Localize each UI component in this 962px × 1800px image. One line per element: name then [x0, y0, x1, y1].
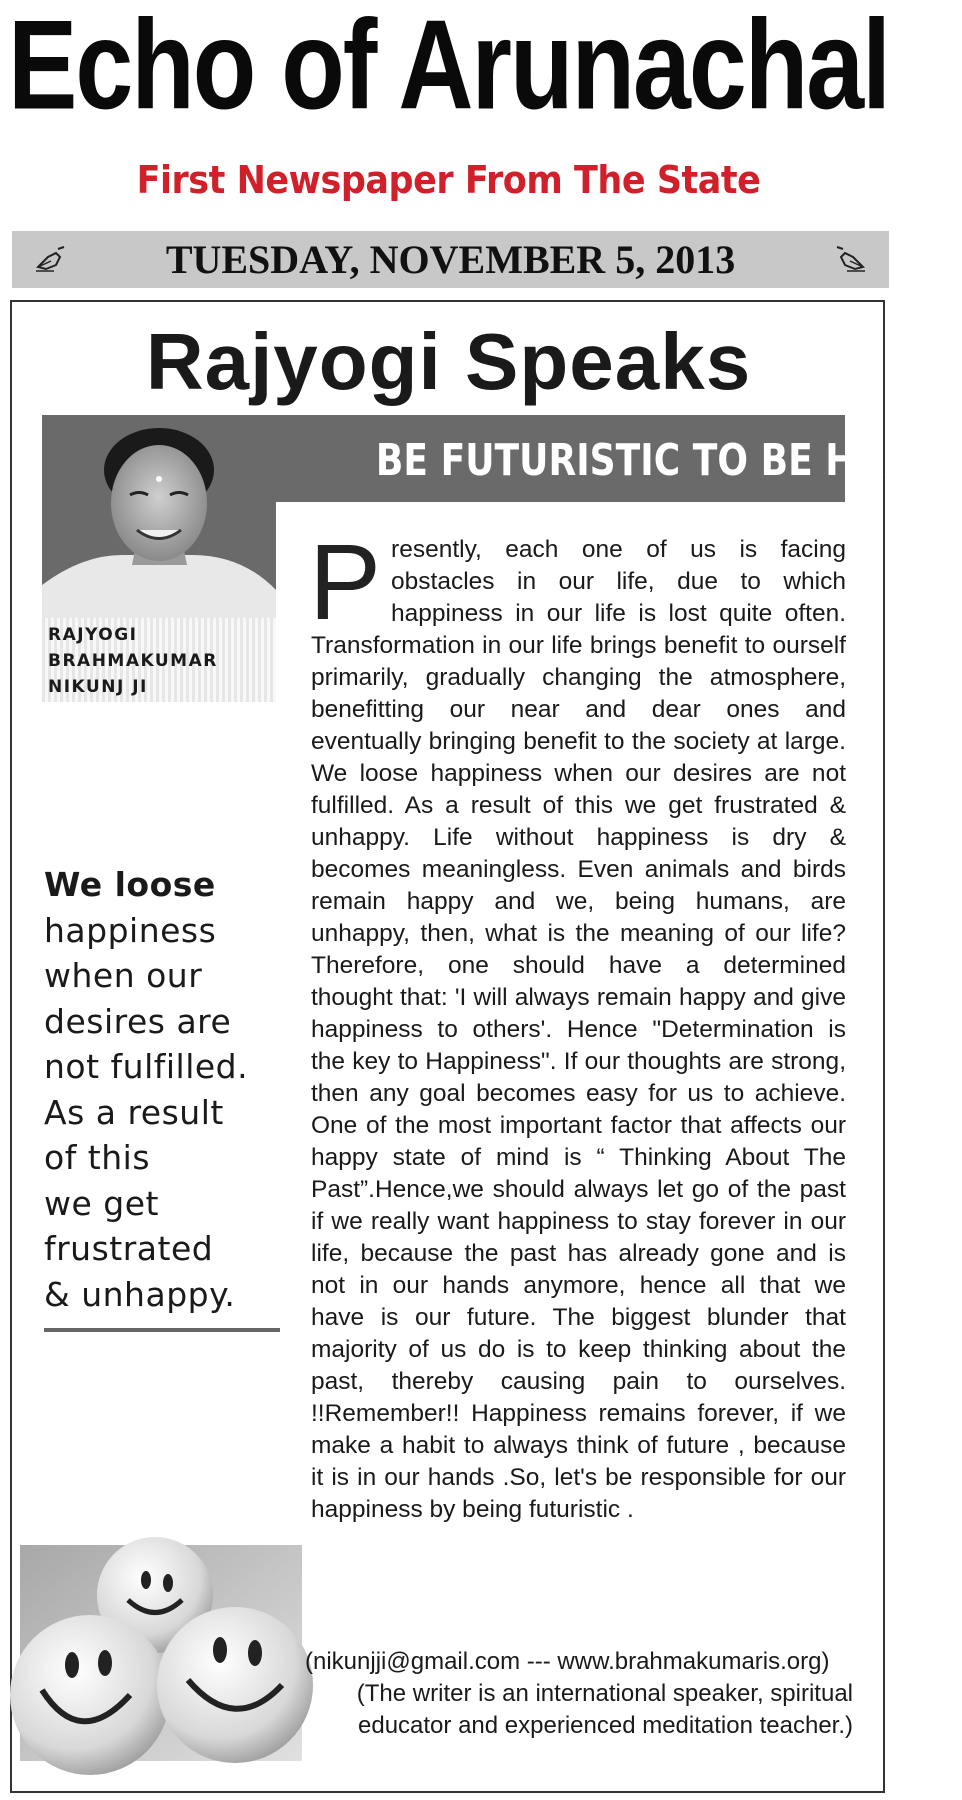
pull-quote-line: not fulfilled. [44, 1047, 249, 1086]
dateline-bar [12, 231, 889, 288]
drop-cap: P [309, 521, 382, 642]
pull-quote [44, 862, 284, 1317]
byline-line: NIKUNJ JI [48, 677, 148, 697]
pull-quote-line: & unhappy. [44, 1274, 236, 1314]
pull-quote-line: of this [44, 1138, 151, 1177]
article-headline: BE FUTURISTIC TO BE HAPPY [375, 435, 962, 486]
article-footer [305, 1646, 853, 1742]
author-bio-line: educator and experienced meditation teacher.) [358, 1712, 853, 1739]
issue-date: TUESDAY, NOVEMBER 5, 2013 [165, 237, 736, 282]
newspaper-tagline: First Newspaper From The State [136, 158, 761, 202]
section-title: Rajyogi Speaks [145, 317, 752, 406]
smiley-faces-illustration [20, 1545, 302, 1761]
pull-quote-line: As a result [44, 1092, 224, 1132]
pull-quote-line: when our [44, 956, 203, 995]
byline-line: RAJYOGI [48, 625, 138, 645]
newspaper-title: Echo of Arunachal [8, 0, 889, 137]
pull-quote-lead: We loose [44, 865, 216, 904]
pull-quote-line: desires are [44, 1001, 232, 1041]
author-bio-line: (The writer is an international speaker, spiritual [356, 1680, 853, 1707]
pen-nib-icon [833, 243, 867, 273]
article-paragraph: resently, each one of us is facing obstacles in our life, due to which happiness in our life is lost quite often. Transformation in our life brings benefit to ourself primarily, gradually changing the atmosphere, benefitting our near and dear ones and eventually bringing benefit to the society at large. We loose happiness when our desires are not fulfilled. As a result of this we get frustrated & unhappy. Life without happiness is dry & becomes meaningless. Even animals and birds remain happy and we, being humans, are unhappy, then, what is the meaning of our life? Therefore, one should have a determined thought that: 'I will always remain happy and give happiness to others'. Hence "Determination is the key to Happiness". If our thoughts are strong, then any goal becomes easy for us to achieve. One of the most important factor that affects our happy state of mind is “ Thinking About The Past”.Hence,we should always let go of the past if we really want happiness to stay forever in our life, because the past has already gone and is not in our hands anymore, hence all that we have is our future. The biggest blunder that majority of us do is to keep thinking about the past, thereby causing pain to ourselves. !!Remember!! Happiness remains forever, if we make a habit to always think of future , because it is in our hands .So, let's be responsible for our happiness by being futuristic . [311, 536, 846, 1523]
author-byline [48, 622, 276, 700]
author-contact: (nikunjji@gmail.com --- www.brahmakumaris.org) [305, 1648, 830, 1675]
pull-quote-line: we get [44, 1183, 159, 1223]
smiley-balls-photo [20, 1545, 302, 1761]
byline-line: BRAHMAKUMAR [48, 651, 218, 671]
article-body [309, 521, 846, 1526]
pull-quote-line: frustrated [44, 1229, 214, 1268]
pull-quote-rule [44, 1328, 280, 1332]
masthead [0, 0, 897, 150]
pull-quote-line: happiness [44, 910, 217, 950]
